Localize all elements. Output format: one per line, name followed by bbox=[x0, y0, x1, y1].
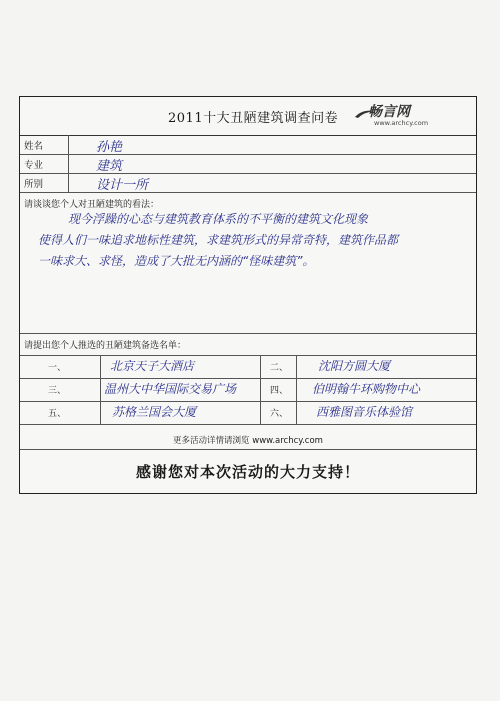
opinion-prompt: 请谈谈您个人对丑陋建筑的看法： bbox=[24, 200, 160, 210]
survey-form bbox=[19, 96, 477, 494]
nominee-number: 五、 bbox=[48, 409, 67, 419]
opinion-line: 使得人们一味追求地标性建筑，求建筑形式的异常奇特，建筑作品都 bbox=[38, 233, 399, 247]
more-info-text: 更多活动详情请浏览 www.archcy.com bbox=[173, 436, 323, 446]
department-label: 所别 bbox=[24, 179, 44, 190]
opinion-line: 一味求大、求怪，造成了大批无内涵的“怪味建筑”。 bbox=[38, 254, 315, 268]
nominee-row bbox=[20, 401, 478, 423]
name-value: 孙艳 bbox=[96, 140, 123, 155]
form-title: 2011十大丑陋建筑调查问卷 bbox=[168, 111, 339, 126]
logo-url: www.archcy.com bbox=[374, 119, 429, 127]
major-row bbox=[20, 154, 476, 174]
opinion-text bbox=[38, 209, 468, 272]
opinion-line: 现今浮躁的心态与建筑教育体系的不平衡的建筑文化现象 bbox=[68, 212, 369, 226]
nominee-name: 苏格兰国会大厦 bbox=[112, 405, 197, 419]
nominee-prompt: 请提出您个人推选的丑陋建筑备选名单： bbox=[24, 341, 187, 351]
nominee-number: 六、 bbox=[270, 409, 289, 419]
nominee-number: 三、 bbox=[48, 386, 67, 396]
nominee-name: 北京天子大酒店 bbox=[110, 359, 195, 373]
nominee-name: 沈阳方圆大厦 bbox=[318, 359, 391, 373]
nominee-name: 伯明翰牛环购物中心 bbox=[312, 382, 421, 396]
archcy-logo bbox=[354, 101, 444, 131]
nominee-row bbox=[20, 355, 478, 377]
nominee-name: 西雅图音乐体验馆 bbox=[316, 405, 413, 419]
department-row bbox=[20, 173, 476, 193]
name-label: 姓名 bbox=[24, 141, 44, 152]
department-value: 设计一所 bbox=[96, 178, 149, 193]
name-row bbox=[20, 135, 476, 155]
major-label: 专业 bbox=[24, 160, 44, 171]
nominee-row bbox=[20, 378, 478, 400]
nominee-name: 温州大中华国际交易广场 bbox=[104, 382, 237, 396]
thanks-text: 感谢您对本次活动的大力支持！ bbox=[135, 463, 360, 481]
major-value: 建筑 bbox=[96, 159, 123, 174]
nominee-number: 四、 bbox=[270, 386, 289, 396]
nominee-number: 一、 bbox=[48, 363, 67, 373]
nominee-number: 二、 bbox=[270, 363, 289, 373]
logo-name: 畅言网 bbox=[368, 104, 410, 120]
title-row bbox=[20, 97, 476, 136]
